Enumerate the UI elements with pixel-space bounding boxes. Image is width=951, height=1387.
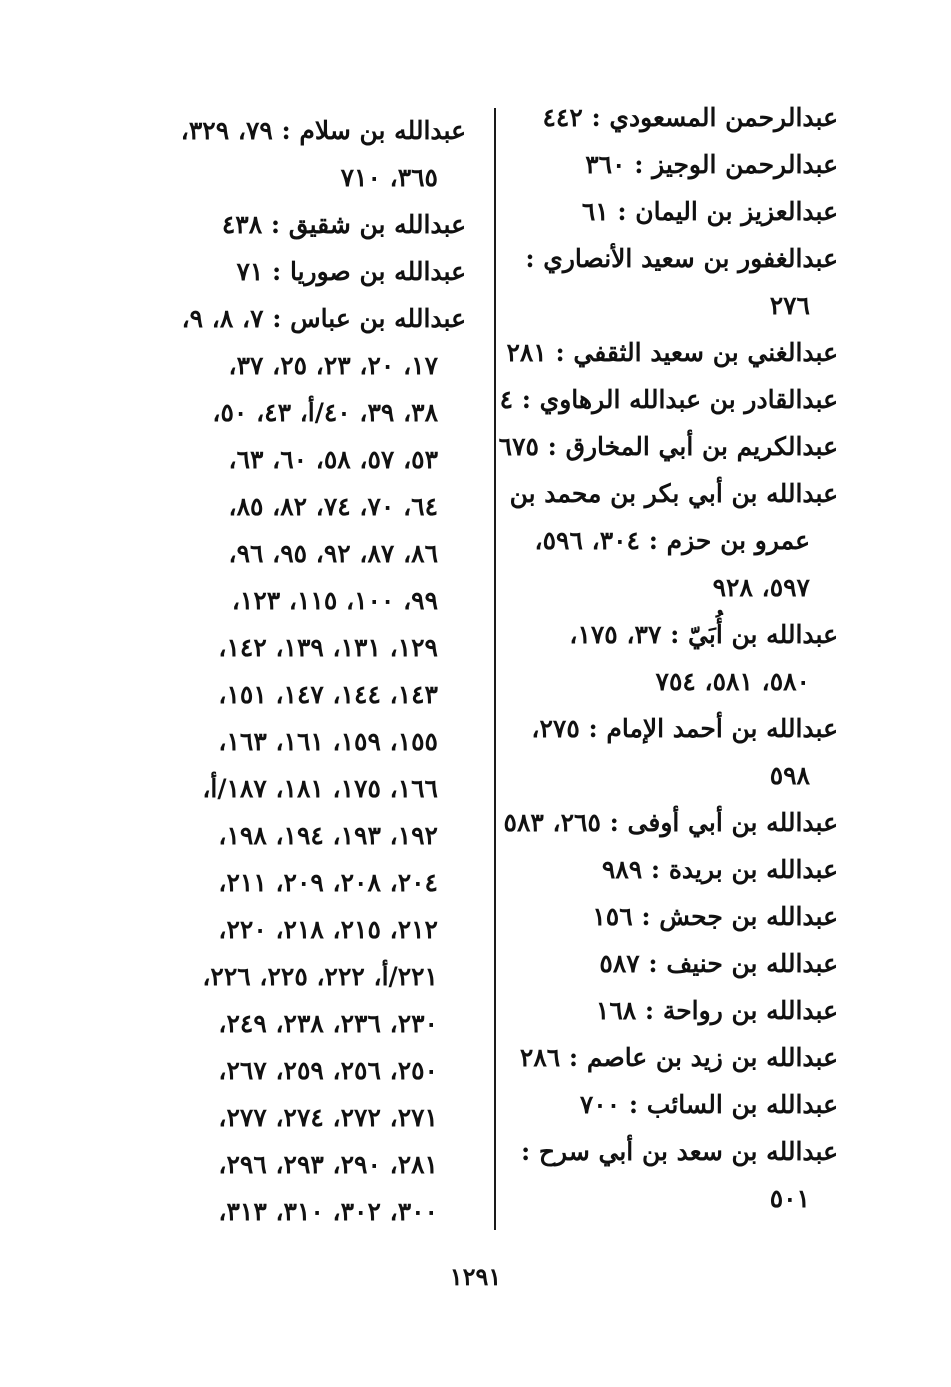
index-entry: عبدالله بن أحمد الإمام : ٢٧٥، <box>531 714 838 743</box>
index-entry-continuation: ٩٩، ١٠٠، ١١٥، ١٢٣، <box>231 586 438 615</box>
index-entry: عبدالله بن شقيق : ٤٣٨ <box>221 210 466 239</box>
index-entry: عبدالله بن عباس : ٧، ٨، ٩، <box>181 304 466 333</box>
index-entry: عبدالله بن بريدة : ٩٨٩ <box>601 855 838 884</box>
index-entry-continuation: ٢٣٠، ٢٣٦، ٢٣٨، ٢٤٩، <box>218 1009 438 1038</box>
index-entry: عبدالله بن السائب : ٧٠٠ <box>579 1090 838 1119</box>
index-entry: عبدالله بن رواحة : ١٦٨ <box>595 996 838 1025</box>
index-entry-continuation: ٢٨١، ٢٩٠، ٢٩٣، ٢٩٦، <box>218 1150 438 1179</box>
column-divider <box>494 108 496 1230</box>
index-entry: عبدالله بن سلام : ٧٩، ٣٢٩، <box>180 116 466 145</box>
index-entry-continuation: ٣٠٠، ٣٠٢، ٣١٠، ٣١٣، <box>218 1197 438 1226</box>
index-entry-continuation: ٢١٢، ٢١٥، ٢١٨، ٢٢٠، <box>218 915 438 944</box>
index-entry: عبدالله بن أُبَيّ : ٣٧، ١٧٥، <box>569 620 838 649</box>
index-entry: عبدالرحمن المسعودي : ٤٤٢ <box>542 103 838 132</box>
index-entry: عبدالله بن جحش : ١٥٦ <box>592 902 838 931</box>
index-entry-continuation: ٢٢١/أ، ٢٢٢، ٢٢٥، ٢٢٦، <box>202 962 438 991</box>
index-entry: عبدالقادر بن عبدالله الرهاوي : ٤ <box>499 385 838 414</box>
index-entry: عبدالعزيز بن اليمان : ٦١ <box>581 197 838 226</box>
page-number: ١٢٩١ <box>449 1262 502 1291</box>
index-entry-continuation: ٢٧٦ <box>769 291 810 320</box>
index-entry-continuation: ٦٤، ٧٠، ٧٤، ٨٢، ٨٥، <box>228 492 438 521</box>
index-entry: عبدالله بن سعد بن أبي سرح : <box>520 1137 838 1166</box>
index-entry-continuation: ١٤٣، ١٤٤، ١٤٧، ١٥١، <box>218 680 438 709</box>
index-entry: عبدالغني بن سعيد الثقفي : ٢٨١ <box>506 338 838 367</box>
index-entry-continuation: ١٧، ٢٠، ٢٣، ٢٥، ٣٧، <box>228 351 438 380</box>
index-entry-continuation: ٥٩٧، ٩٢٨ <box>712 573 810 602</box>
index-entry: عبدالغفور بن سعيد الأنصاري : <box>525 244 838 273</box>
index-entry: عبدالله بن صوريا : ٧١ <box>236 257 466 286</box>
index-entry-continuation: ٢٧١، ٢٧٢، ٢٧٤، ٢٧٧، <box>218 1103 438 1132</box>
index-entry: عبدالله بن أبي أوفى : ٢٦٥، ٥٨٣ <box>503 808 838 837</box>
index-entry-continuation: ٥٩٨ <box>769 761 810 790</box>
index-entry-continuation: ٥٠١ <box>769 1184 810 1213</box>
index-entry-continuation: ٢٥٠، ٢٥٦، ٢٥٩، ٢٦٧، <box>218 1056 438 1085</box>
index-entry: عبدالله بن زيد بن عاصم : ٢٨٦ <box>519 1043 838 1072</box>
index-entry-continuation: ٢٠٤، ٢٠٨، ٢٠٩، ٢١١، <box>218 868 438 897</box>
index-entry-continuation: ١٦٦، ١٧٥، ١٨١، ١٨٧/أ، <box>202 774 438 803</box>
index-entry: عبدالرحمن الوجيز : ٣٦٠ <box>585 150 838 179</box>
index-entry-continuation: ٥٨٠، ٥٨١، ٧٥٤ <box>655 667 810 696</box>
index-entry: عبدالله بن حنيف : ٥٨٧ <box>599 949 838 978</box>
index-entry-continuation: ١٩٢، ١٩٣، ١٩٤، ١٩٨، <box>218 821 438 850</box>
index-entry: عبدالكريم بن أبي المخارق : ٦٧٥ <box>498 432 838 461</box>
index-entry-continuation: عمرو بن حزم : ٣٠٤، ٥٩٦، <box>534 526 810 555</box>
index-entry-continuation: ١٥٥، ١٥٩، ١٦١، ١٦٣، <box>218 727 438 756</box>
index-entry-continuation: ٨٦، ٨٧، ٩٢، ٩٥، ٩٦، <box>228 539 438 568</box>
index-entry: عبدالله بن أبي بكر بن محمد بن <box>509 479 838 508</box>
index-entry-continuation: ٣٨، ٣٩، ٤٠/أ، ٤٣، ٥٠، <box>212 398 438 427</box>
index-entry-continuation: ٥٣، ٥٧، ٥٨، ٦٠، ٦٣، <box>228 445 438 474</box>
index-entry-continuation: ١٢٩، ١٣١، ١٣٩، ١٤٢، <box>218 633 438 662</box>
index-entry-continuation: ٣٦٥، ٧١٠ <box>340 163 438 192</box>
